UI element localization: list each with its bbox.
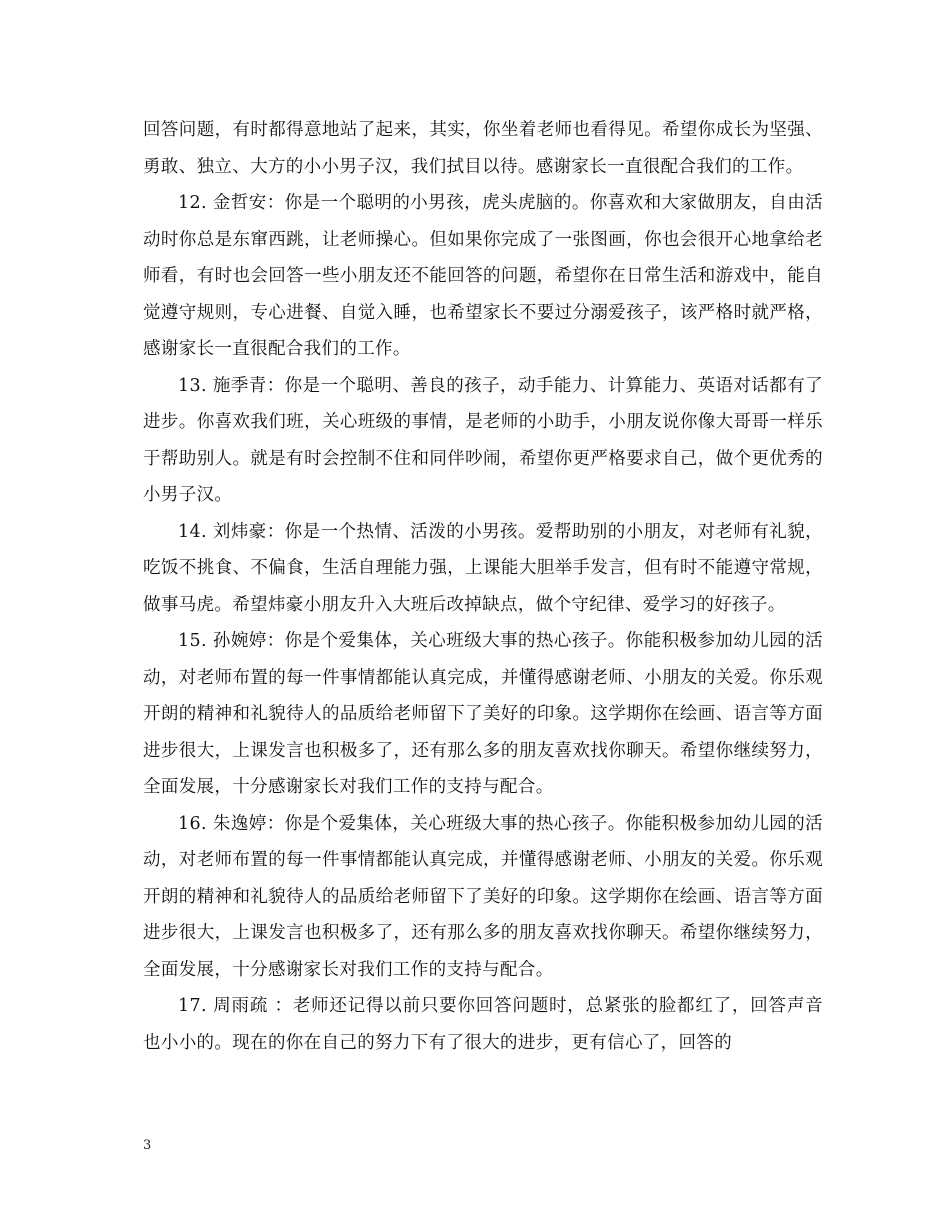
paragraph-comment-12: 12. 金哲安：你是一个聪明的小男孩，虎头虎脑的。你喜欢和大家做朋友，自由活动时你总是东窜西跳，让老师操心。但如果你完成了一张图画，你也会很开心地拿给老师看，有时也会回答一些小朋友还不能回答的问题，希望你在日常生活和游戏中，能自觉遵守规则，专心进餐、自觉入睡，也希望家长不要过分溺爱孩子，该严格时就严格，感谢家长一直很配合我们的工作。 (143, 193, 823, 359)
paragraph-comment-16: 16. 朱逸婷：你是个爱集体，关心班级大事的热心孩子。你能积极参加幼儿园的活动，对老师布置的每一件事情都能认真完成，并懂得感谢老师、小朋友的关爱。你乐观开朗的精神和礼貌待人的品质给老师留下了美好的印象。这学期你在绘画、语言等方面进步很大，上课发言也积极多了，还有那么多的朋友喜欢找你聊天。希望你继续努力，全面发展，十分感谢家长对我们工作的支持与配合。 (143, 813, 823, 980)
page-number: 3 (143, 1138, 152, 1153)
paragraph-comment-14: 14. 刘炜豪：你是一个热情、活泼的小男孩。爱帮助别的小朋友，对老师有礼貌，吃饭不挑食、不偏食，生活自理能力强，上课能大胆举手发言，但有时不能遵守常规，做事马虎。希望炜豪小朋友升入大班后改掉缺点，做个守纪律、爱学习的好孩子。 (143, 521, 823, 615)
paragraph-comment-17: 17. 周雨疏 ：老师还记得以前只要你回答问题时，总紧张的脸都红了，回答声音也小小的。现在的你在自己的努力下有了很大的进步，更有信心了，回答的 (143, 996, 823, 1053)
paragraph-continuation: 回答问题，有时都得意地站了起来，其实，你坐着老师也看得见。希望你成长为坚强、勇敢、独立、大方的小小男子汉，我们拭目以待。感谢家长一直很配合我们的工作。 (143, 120, 823, 177)
paragraph-comment-15: 15. 孙婉婷：你是个爱集体，关心班级大事的热心孩子。你能积极参加幼儿园的活动，对老师布置的每一件事情都能认真完成，并懂得感谢老师、小朋友的关爱。你乐观开朗的精神和礼貌待人的品质给老师留下了美好的印象。这学期你在绘画、语言等方面进步很大，上课发言也积极多了，还有那么多的朋友喜欢找你聊天。希望你继续努力，全面发展，十分感谢家长对我们工作的支持与配合。 (143, 631, 823, 797)
document-body (143, 112, 823, 1061)
paragraph-comment-13: 13. 施季青：你是一个聪明、善良的孩子，动手能力、计算能力、英语对话都有了进步。你喜欢我们班，关心班级的事情，是老师的小助手，小朋友说你像大哥哥一样乐于帮助别人。就是有时会控制不住和同伴吵闹，希望你更严格要求自己，做个更优秀的小男子汉。 (143, 375, 823, 505)
